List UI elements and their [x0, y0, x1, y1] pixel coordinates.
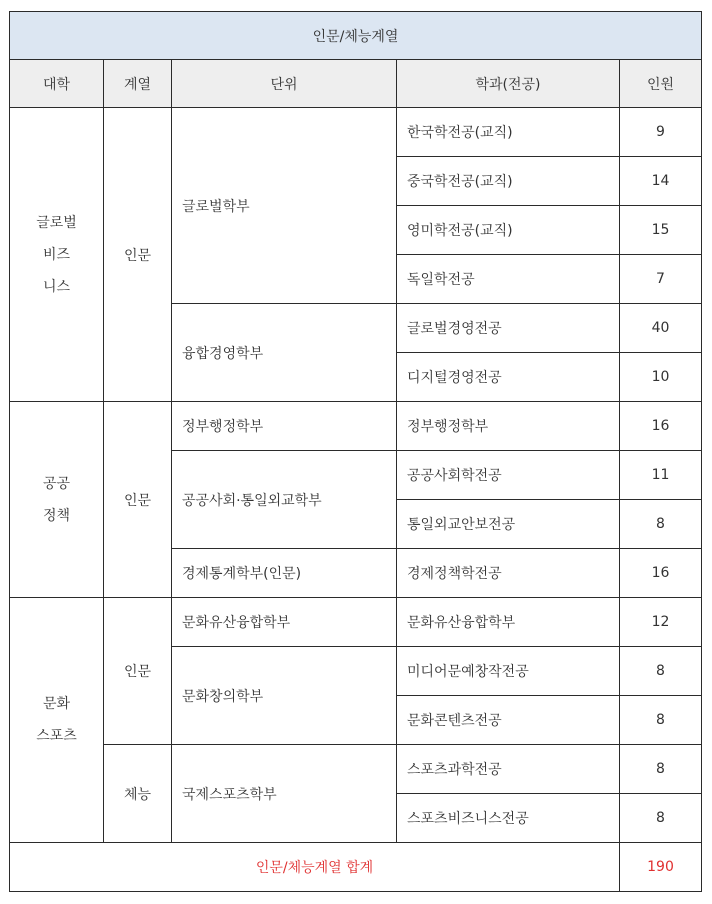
college-cell: 문화 스포츠	[10, 598, 104, 843]
major-cell: 경제정책학전공	[397, 549, 620, 598]
major-cell: 독일학전공	[397, 255, 620, 304]
count-cell: 15	[620, 206, 702, 255]
major-cell: 글로벌경영전공	[397, 304, 620, 353]
unit-cell: 문화창의학부	[172, 647, 397, 745]
track-cell: 인문	[104, 598, 172, 745]
count-cell: 8	[620, 696, 702, 745]
major-cell: 중국학전공(교직)	[397, 157, 620, 206]
header-track: 계열	[104, 60, 172, 108]
unit-cell: 공공사회·통일외교학부	[172, 451, 397, 549]
unit-cell: 국제스포츠학부	[172, 745, 397, 843]
table-row	[10, 745, 702, 794]
count-cell: 11	[620, 451, 702, 500]
table-row	[10, 108, 702, 157]
major-cell: 스포츠과학전공	[397, 745, 620, 794]
total-label: 인문/체능계열 합계	[10, 843, 620, 892]
header-major: 학과(전공)	[397, 60, 620, 108]
count-cell: 16	[620, 549, 702, 598]
count-cell: 12	[620, 598, 702, 647]
track-cell: 인문	[104, 108, 172, 402]
major-cell: 통일외교안보전공	[397, 500, 620, 549]
unit-cell: 융합경영학부	[172, 304, 397, 402]
table-body	[10, 12, 702, 892]
track-cell: 인문	[104, 402, 172, 598]
title-row	[10, 12, 702, 60]
admission-table	[9, 11, 702, 892]
major-cell: 공공사회학전공	[397, 451, 620, 500]
count-cell: 40	[620, 304, 702, 353]
table-row	[10, 598, 702, 647]
table-row	[10, 402, 702, 451]
total-count: 190	[620, 843, 702, 892]
major-cell: 정부행정학부	[397, 402, 620, 451]
unit-cell: 문화유산융합학부	[172, 598, 397, 647]
count-cell: 8	[620, 647, 702, 696]
major-cell: 문화콘텐츠전공	[397, 696, 620, 745]
unit-cell: 경제통계학부(인문)	[172, 549, 397, 598]
major-cell: 한국학전공(교직)	[397, 108, 620, 157]
count-cell: 8	[620, 745, 702, 794]
header-row	[10, 60, 702, 108]
major-cell: 스포츠비즈니스전공	[397, 794, 620, 843]
count-cell: 8	[620, 500, 702, 549]
major-cell: 영미학전공(교직)	[397, 206, 620, 255]
college-cell: 공공 정책	[10, 402, 104, 598]
header-count: 인원	[620, 60, 702, 108]
count-cell: 14	[620, 157, 702, 206]
major-cell: 문화유산융합학부	[397, 598, 620, 647]
header-college: 대학	[10, 60, 104, 108]
unit-cell: 글로벌학부	[172, 108, 397, 304]
count-cell: 8	[620, 794, 702, 843]
unit-cell: 정부행정학부	[172, 402, 397, 451]
college-cell: 글로벌 비즈 니스	[10, 108, 104, 402]
count-cell: 9	[620, 108, 702, 157]
count-cell: 16	[620, 402, 702, 451]
count-cell: 10	[620, 353, 702, 402]
total-row	[10, 843, 702, 892]
major-cell: 미디어문예창작전공	[397, 647, 620, 696]
count-cell: 7	[620, 255, 702, 304]
header-unit: 단위	[172, 60, 397, 108]
major-cell: 디지털경영전공	[397, 353, 620, 402]
table-title: 인문/체능계열	[10, 12, 702, 60]
track-cell: 체능	[104, 745, 172, 843]
